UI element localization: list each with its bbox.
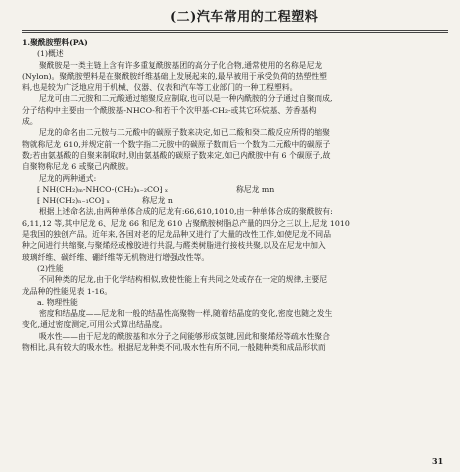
section-title: (二)汽车常用的工程塑料 bbox=[170, 10, 319, 25]
paragraph-line: 自聚物称尼龙 6 或聚己内酰胺。 bbox=[22, 162, 134, 172]
title-rule bbox=[22, 30, 448, 31]
paragraph-line: 物相比,具有较大的吸水性。根据尼龙种类不同,吸水性有所不同,一般随种类和成品形状而 bbox=[22, 343, 326, 353]
general-formula: ⁅ NH(CH₂)ₙ₋₁CO⁆ ₓ bbox=[37, 196, 110, 206]
paragraph-line: (Nylon)。聚酰胺塑料是在聚酰胺纤维基础上发展起来的,最早被用于承受负荷的热塑性塑 bbox=[22, 71, 327, 81]
paragraph-line: 玻璃纤维、碳纤维、硼纤维等无机物进行增强改性等。 bbox=[22, 252, 210, 262]
formula-name: 称尼龙 mn bbox=[236, 184, 275, 194]
paragraph-line: 6,11,12 等,其中尼龙 6、尼龙 66 和尼龙 610 占聚酰胺树脂总产量的四分之三以上,尼龙 1010 bbox=[22, 218, 350, 228]
formula-name: 称尼龙 n bbox=[142, 196, 173, 206]
paragraph-line: 聚酰胺是一类主链上含有许多重复酰胺基团的高分子化合物,通常使用的名称是尼龙 bbox=[39, 60, 323, 70]
title-rule bbox=[22, 32, 448, 33]
page-number: 31 bbox=[432, 456, 444, 466]
paragraph-line: 龙品种的性能见表 1-16。 bbox=[22, 286, 113, 296]
formula-row bbox=[22, 195, 448, 206]
paragraph-line: 是我国的独创产品。近年来,各国对老的尼龙品种又进行了大量的改性工作,如使尼龙不同品 bbox=[22, 230, 332, 240]
paragraph-line: 物就称尼龙 610,并规定前一个数字指二元胺中的碳原子数而后一个数为二元酸中的碳原子 bbox=[22, 139, 331, 149]
general-formula: ⁅ NH(CH₂)ₘ-NHCO-(CH₂)ₙ₋₂CO⁆ ₓ bbox=[37, 184, 169, 194]
properties-heading: (2)性能 bbox=[37, 263, 64, 273]
overview-heading: (1)概述 bbox=[37, 49, 64, 59]
paragraph-line: 密度和结晶度——尼龙和一般的结晶性高聚物一样,随着结晶度的变化,密度也随之发生 bbox=[39, 309, 333, 319]
paragraph-line: 尼龙的命名由二元胺与二元酸中的碳原子数来决定,如已二酸和癸二酸反应所得的缩聚 bbox=[39, 128, 330, 138]
paragraph-line: 尼龙可由二元胺和二元酸通过缩聚反应制取,也可以是一种内酰胺的分子通过自聚而成, bbox=[39, 94, 333, 104]
paragraph-line: 不同种类的尼龙,由于化学结构相似,致使性能上有共同之处或存在一定的规律,主要尼 bbox=[39, 275, 328, 285]
document-body bbox=[22, 37, 448, 353]
paragraph-line: 尼龙的两种通式: bbox=[39, 173, 97, 183]
paragraph-line: 变化,通过密度测定,可用公式算出结晶度。 bbox=[22, 320, 168, 330]
subsection-heading: 1.聚酰胺塑料(PA) bbox=[22, 38, 88, 47]
paragraph-line: 吸水性——由于尼龙的酰胺基和水分子之间能够形成氢键,因此和聚烯烃等疏水性聚合 bbox=[39, 331, 330, 341]
paragraph-line: 分子结构中主要由一个酰胺基-NHCO-和若干个次甲基-CH₂-或其它环烷基、芳香基构 bbox=[22, 105, 317, 115]
paragraph-line: 成。 bbox=[22, 117, 38, 127]
paragraph-line: 料,也是较为广泛地应用于机械、仪器、仪表和汽车等工业部门的一种工程塑料。 bbox=[22, 83, 298, 93]
paragraph-line: 数;若由氨基酸的自聚来制取时,则由氨基酸的碳原子数来定,如已内酰胺中有 6 个碳原子,故 bbox=[22, 150, 331, 160]
physical-properties-heading: a. 物理性能 bbox=[37, 297, 78, 307]
formula-row bbox=[22, 184, 448, 195]
paragraph-line: 根据上述命名法,由两种单体合成的尼龙有:66,610,1010,由一种单体合成的聚酰胺有: bbox=[39, 207, 333, 217]
paragraph-line: 种之间进行共缩聚,与聚烯烃或橡胶进行共混,与醛类树脂进行接枝共聚,以及在尼龙中加入 bbox=[22, 241, 326, 251]
